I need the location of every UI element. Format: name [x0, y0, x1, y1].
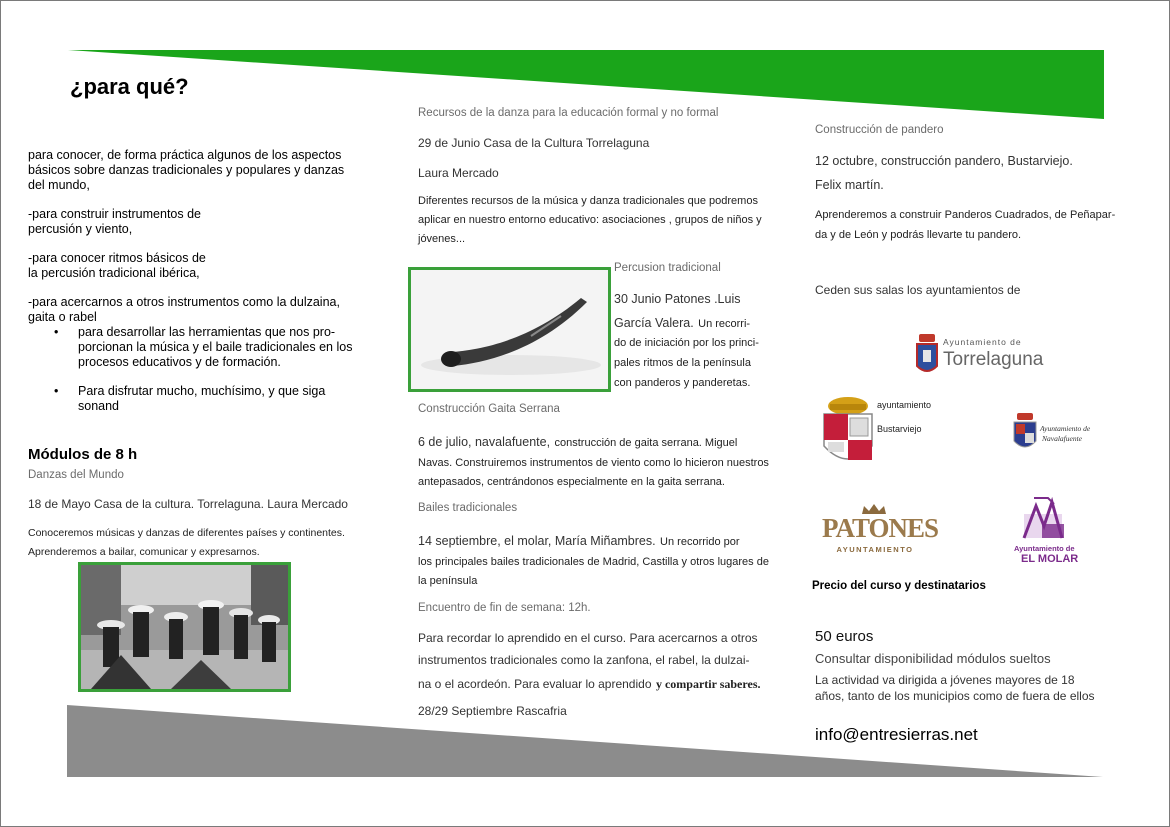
- module2-desc-3: jóvenes...: [418, 233, 466, 245]
- module2-teacher: Laura Mercado: [418, 166, 499, 180]
- module4-line-1: [418, 433, 737, 453]
- module1-desc-1: Conoceremos músicas y danzas de diferentes países y continentes.: [28, 527, 345, 539]
- module4-date: 6 de julio, navalafuente,: [418, 435, 551, 449]
- weekend-title: Encuentro de fin de semana: 12h.: [418, 602, 591, 614]
- module5-line-1: [418, 532, 740, 552]
- weekend-desc-3a: na o el acordeón. Para evaluar lo aprendido: [418, 677, 652, 691]
- module6-desc-1: Aprenderemos a construir Panderos Cuadrados, de Peñapar-: [815, 209, 1116, 221]
- module5-date: 14 septiembre, el molar, María Miñambres.: [418, 534, 656, 548]
- purpose-item-2: -para construir instrumentos de percusión y viento,: [28, 207, 201, 236]
- bustarviejo-shield-icon: [820, 396, 876, 472]
- gaita-photo: [408, 267, 611, 392]
- bullet-item: [54, 384, 354, 414]
- purpose-item-1: para conocer, de forma práctica algunos de los aspectos básicos sobre danzas tradicionales y populares y danzas del mundo,: [28, 148, 345, 192]
- module2-desc-1: Diferentes recursos de la música y danza tradicionales que podremos: [418, 195, 758, 207]
- module5-desc-2: los principales bailes tradicionales de Madrid, Castilla y otros lugares de: [418, 556, 769, 568]
- module3-line-2: [614, 314, 750, 334]
- bustarviejo-text-2: Bustarviejo: [877, 424, 922, 434]
- bullet-dot: •: [54, 325, 59, 339]
- bullet-text: para desarrollar las herramientas que nos pro- porcionan la música y el baile tradicionales en los procesos educativos y de formación.: [78, 325, 353, 369]
- weekend-desc-3b: y compartir saberes.: [655, 677, 761, 691]
- module1-date: 18 de Mayo Casa de la cultura. Torrelaguna. Laura Mercado: [28, 497, 348, 511]
- weekend-line-3: [418, 675, 761, 693]
- logo-navalafuente: [1012, 411, 1107, 455]
- module6-date-2: Felix martín.: [815, 178, 884, 192]
- logo-bustarviejo: [820, 396, 940, 472]
- module2-date: 29 de Junio Casa de la Cultura Torrelaguna: [418, 136, 650, 150]
- torrelaguna-shield-icon: [915, 332, 939, 378]
- module3-date-1: 30 Junio Patones .Luis: [614, 292, 741, 306]
- module6-title: Construcción de pandero: [815, 124, 944, 136]
- dancers-image: [81, 565, 288, 689]
- torrelaguna-small-text: Ayuntamiento de: [943, 337, 1022, 347]
- module3-desc-a: Un recorri-: [698, 318, 751, 330]
- el-molar-emblem-icon: [1018, 496, 1072, 542]
- module3-desc-b: do de iniciación por los princi-: [614, 337, 759, 349]
- bullet-dot: •: [54, 384, 59, 398]
- el-molar-text-1: Ayuntamiento de: [1014, 544, 1075, 553]
- module1-name: Danzas del Mundo: [28, 469, 124, 481]
- module2-desc-2: aplicar en nuestro entorno educativo: asociaciones , grupos de niños y: [418, 214, 762, 226]
- navalafuente-text-2: Navalafuente: [1042, 434, 1082, 443]
- patones-text-2: AYUNTAMIENTO: [836, 545, 914, 554]
- logo-torrelaguna: [915, 332, 1045, 380]
- module4-title: Construcción Gaita Serrana: [418, 403, 560, 415]
- audience-text-1: La actividad va dirigida a jóvenes mayores de 18: [815, 673, 1075, 687]
- price-value: 50 euros: [815, 628, 874, 645]
- bullet-item: [54, 325, 354, 370]
- module6-desc-2: da y de León y podrás llevarte tu pandero.: [815, 229, 1022, 241]
- module3-title: Percusion tradicional: [614, 262, 721, 274]
- contact-email[interactable]: info@entresierras.net: [815, 725, 978, 744]
- page-title: ¿para qué?: [70, 74, 189, 99]
- navalafuente-shield-icon: [1012, 411, 1038, 455]
- modules-heading: Módulos de 8 h: [28, 446, 138, 463]
- el-molar-text-2: EL MOLAR: [1021, 553, 1079, 565]
- price-heading: Precio del curso y destinatarios: [812, 580, 986, 592]
- module3-desc-c: pales ritmos de la península: [614, 357, 751, 369]
- module5-title: Bailes tradicionales: [418, 502, 518, 514]
- purpose-item-4: -para acercarnos a otros instrumentos como la dulzaina, gaita o rabel: [28, 295, 340, 324]
- bustarviejo-text-1: ayuntamiento: [877, 400, 932, 410]
- logo-patones: [822, 503, 939, 557]
- weekend-date: 28/29 Septiembre Rascafria: [418, 704, 567, 718]
- module4-desc-2: Navas. Construiremos instrumentos de viento como lo hicieron nuestros: [418, 457, 769, 469]
- bullet-text: Para disfrutar mucho, muchísimo, y que siga sonand: [78, 384, 326, 413]
- audience-text-2: años, tanto de los municipios como de fuera de ellos: [815, 689, 1095, 703]
- module5-desc-1: Un recorrido por: [660, 536, 740, 548]
- module1-desc-2: Aprenderemos a bailar, comunicar y expresarnos.: [28, 546, 260, 558]
- torrelaguna-big-text: Torrelaguna: [943, 349, 1044, 370]
- module4-desc-3: antepasados, centrándonos especialmente en la gaita serrana.: [418, 476, 725, 488]
- module2-title: Recursos de la danza para la educación formal y no formal: [418, 107, 719, 119]
- purpose-item-3: -para conocer ritmos básicos de la percusión tradicional ibérica,: [28, 251, 206, 280]
- logo-el-molar: [1014, 496, 1084, 568]
- navalafuente-text-1: Ayuntamiento de: [1040, 424, 1091, 433]
- module6-date-1: 12 octubre, construcción pandero, Bustarviejo.: [815, 154, 1073, 168]
- dance-photo: [78, 562, 291, 692]
- module5-desc-3: la península: [418, 575, 478, 587]
- availability-text: Consultar disponibilidad módulos sueltos: [815, 651, 1051, 666]
- module4-desc-1: construcción de gaita serrana. Miguel: [554, 437, 738, 449]
- venues-text: Ceden sus salas los ayuntamientos de: [815, 283, 1021, 297]
- weekend-desc-1: Para recordar lo aprendido en el curso. Para acercarnos a otros: [418, 631, 758, 645]
- module3-date-2: García Valera.: [614, 316, 694, 330]
- horn-image: [411, 270, 608, 389]
- weekend-desc-2: instrumentos tradicionales como la zanfona, el rabel, la dulzai-: [418, 653, 750, 667]
- patones-text-1: PATONES: [822, 513, 939, 543]
- module3-desc-d: con panderos y panderetas.: [614, 377, 751, 389]
